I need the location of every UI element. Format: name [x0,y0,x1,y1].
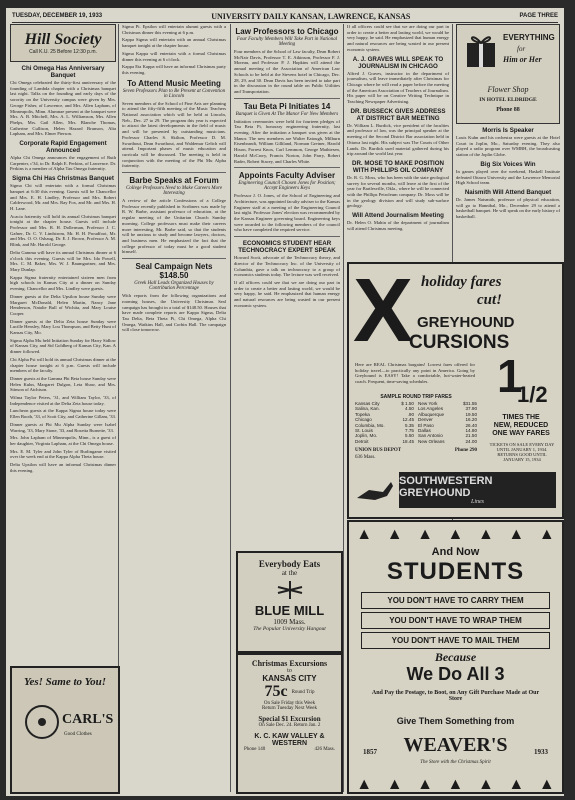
society-item: Chi Alpha Psi will hold its annual Christmas dinner at the chapter house tonight at 6 p.m. Guests will include members of the faculty. [10,356,116,374]
society-phone: Call K.U. 25 Before 12:30 p.m. [29,49,97,55]
seal-sub: Greek Hall Leads Organized Houses by Contribution Percentage [134,281,214,292]
greyhound-right-small: TICKETS ON SALE EVERY DAY UNTIL JANUARY 1, 1934. RETURNS GOOD UNTIL JANUARY 15, 1934 [489,442,555,462]
fare-cell: Salina, Kan. [355,406,380,412]
weavers-rows [361,592,550,652]
society-item: Wilma Taylor Peters, '31, and William Taylor, '33, of Independence visited at the Delta Zeta house today. [10,395,116,406]
right-line-2: NEW, REDUCED [493,422,549,429]
law-sub: Four Faculty Members Will Take Part in National Meeting [236,37,338,47]
blue-mill-tagline: The Popular University Hangout [253,626,326,632]
greyhound-big-one: 1 [497,350,523,402]
tree-icon: ▲ [356,776,373,793]
col2-items [122,24,226,76]
fare-cell: New Orleans [418,438,445,444]
society-item: Sigma Chi will entertain with a formal Christmas banquet at 6:30 this evening. Guests will be Chancellor and Mrs. E. H. Lindley, Professor and Mrs. Robert Calderwood, Mr. and Mrs. Ray Fox, and Mr. and Mrs. H. H. Lane. [10,183,116,211]
everything-line2: for [517,45,526,53]
column-2 [122,24,226,554]
greyhound-brand: GREYHOUND [417,314,515,331]
seal-body: With reports from the following organizations and rooming houses, the University Christmas Seal campaign has brought in a total of $148.50. Houses that have made complete reports are Kappa Sigma, Delta Tau Delta, Beta Theta Pi, Chi Omega, Alpha Chi Omega, Watkins Hall, and Corbin Hall. The campaign will close tomorrow. [122,293,226,333]
tree-icon: ▲ [508,776,525,793]
society-title: Hill Society [24,31,102,48]
tau-body: Initiation ceremonies were held for fourteen pledges of Tau Beta Pi, honorary engineering fraternity, last evening. After the initiation a banquet was given at the Manor. The new members are Walter Eatough, Milburn Eisenbrandt, William Gilliland, Norman Greiner, Harold Hixon, Forrest Knox, Carl Lemmon, George Mathiesen, Harold McCrory, Francis Norton, John Parry, Robert Rader, Robert Stacey, and Charles White. [234,118,340,164]
fare-cell: Joplin, Mo. [355,433,378,439]
blue-mill-name: BLUE MILL [254,603,325,618]
weavers-and-now: And Now [431,546,480,558]
greyhound-lines-label: Lines [470,499,484,505]
society-item: Dinner guests at the Delta Zeta house Sunday were Lucille Hensley, Mary Lou Thompson, and Betty Hunt of Kansas City, Mo. [10,318,116,336]
decor-row-bottom [349,776,562,793]
column-rule [343,24,344,792]
tree-icon: ▲ [417,776,433,793]
tau-headline: Tau Beta Pi Initiates 14 [243,101,331,111]
masthead-paper: UNIVERSITY DAILY KANSAN, LAWRENCE, KANSAS [211,11,411,21]
fare-cell: Topeka [355,411,370,417]
naismith-headline: Naismith Will Attend Banquet [464,188,552,196]
fare-cell: 37.90 [465,406,477,412]
fare-cell: Denver [418,417,433,423]
burdick-headline: DR. BUSSECK GIVES ADDRESS AT DISTRICT BAR MEETING [350,107,446,122]
fare-cell: 5.35 [405,422,414,428]
barbe-headline: Barbe Speaks at Forum [129,176,219,186]
column-3 [234,24,340,548]
fare-cell: El Paso [418,422,434,428]
excursion-company: K. C. KAW VALLEY & WESTERN [254,733,325,747]
fare-cell: Dallas [418,428,431,434]
society-item: Delta Upsilon will have an informal Christmas dinner this evening. [10,462,116,473]
society-item: Luncheon guests at the Kappa Sigma house today were Ellen Booth, '33, of Scott City, and Catherine Gillam, '33. [10,408,116,420]
column-4 [347,24,449,260]
weavers-because: Because [434,650,477,664]
society-item: Alpha Chi Omega announces the engagement of Ruth Carpenter, c'34, to Dr. Ralph E. Perkins, of Lawrence. Dr. Perkins is a member of Alpha Tau Omega fraternity. [10,155,116,172]
greyhound-ad [347,262,564,519]
weavers-give: Give Them Something from [396,716,515,726]
greyhound-brand-bottom: SOUTHWESTERN GREYHOUND [399,475,493,499]
everything-ad [456,24,560,124]
excursion-line2: Return Tuesday Next Week [262,706,317,711]
tree-icon: ▲ [356,526,373,543]
col2-item: Sigma Kappa will entertain with a formal Christmas dinner this evening at 6 o'clock. [122,50,226,62]
tree-icon: ▲ [447,776,464,793]
society-column [10,24,116,662]
society-item: Dinner guests at Phi Mu Alpha Sunday were Isabel Warring, '33, Mary Stone, '33, and Rosetta Burnette, '33. [10,421,116,433]
fare-cell: Albuquerque [418,411,445,417]
music-headline: To Attend Music Meeting [127,78,221,88]
weavers-year1: 1857 [363,748,377,756]
moss-headline: DR. MOSE TO MAKE POSITION WITH PHILLIPS OIL COMPANY [351,159,445,174]
everything-line3: Him or Her [503,55,542,64]
fare-cell: 26.40 [465,422,477,428]
column-5 [456,24,560,260]
fare-cell: 24.00 [465,438,477,444]
barbe-sub: College Professors Need to Make Careers More Interesting [125,186,223,197]
excursion-title: Christmas Excursions [251,659,328,668]
excursion-line1: On Sale Friday this Week [263,701,316,706]
fare-cell: 12.45 [402,417,414,423]
fare-row [355,439,477,444]
masthead-date: TUESDAY, DECEMBER 19, 1933 [12,13,103,19]
greyhound-bottom-banner [399,472,556,508]
right-line-1: TIMES THE [502,414,540,421]
fare-cell: .90 [407,411,414,417]
bigsix-headline: Big Six Voices Win [480,160,536,168]
fare-cell: $31.55 [462,401,477,406]
society-items [10,65,116,473]
society-item: Sigma Alpha Mu held Initiation Sunday for Harry Sidlow of Kansas City, and Sid Goldberg of Kansas City, Kan. A dinner followed. [10,337,116,355]
fares-table [355,401,477,444]
adviser-body: Professor J. O. Jones, of the School of Engineering and Architecture, was appointed faculty adviser to the Kansas Engineer staff at a meeting of the Engineering Council last night. Professor Jones' election was recommended by the Kansas Engineer governing board. Engineering keys were awarded to the following members of the council who have completed the required service. [234,193,340,233]
col2-item: Kappa Sigma will entertain with an annual Christmas banquet tonight at the chapter house. [122,37,226,49]
tree-icon: ▲ [386,776,403,793]
naismith-body: Dr. James Naismith, professor of physical education, will go to Hannibal, Mo., December 29 to attend a basketball banquet. He will speak on the early history of basketball. [456,196,560,220]
fare-cell: Los Angeles [418,406,444,412]
tree-icon: ▲ [508,526,525,543]
society-item: Mrs. E. M. Tyler and John Tyler of Burlingame visited over the week end at the Kappa Alpha Theta house. [10,448,116,460]
carls-ad [10,666,120,794]
blue-mill-line1: Everybody Eats [258,559,321,569]
decor-row [349,526,562,543]
society-banner [10,24,116,62]
excursion-phone: Phone 140 [244,747,266,752]
adviser-sub: Engineering Council Chosen Jones for Position; Accept Engineers Keys [238,181,336,192]
flower-shop-phone: Phone 88 [496,107,520,113]
weavers-students: STUDENTS [386,558,525,585]
col2-item: Sigma Pi. Epsilon will entertain alumni guests with a Christmas dinner this evening at 6 p.m. [122,24,226,35]
blue-mill-address: 1009 Mass. [273,618,306,626]
greyhound-half: 1/2 [517,382,548,407]
society-item: Dinner guests at the Delta Upsilon house Sunday were Margaret McDonald, Helen Martin, Nancy Jane Henderson, Natalie Bull of Wichita, and Mary Louise Cooper. [10,293,116,316]
column-rule [230,24,231,792]
weavers-year2: 1933 [534,748,548,756]
everything-line1: EVERYTHING [503,33,555,42]
tree-icon: ▲ [386,526,403,543]
society-item: Mrs. John Lapham of Minneapolis, Minn., is a guest of her daughter, Virginia Lapham, at the Chi Omega house. [10,435,116,446]
excursion-round: Round Trip [291,689,315,695]
fare-cell: 4.50 [405,406,414,412]
fare-cell: Chicago [355,417,372,423]
col2-item: Kappa Eta Kappa will have an informal Christmas party this evening. [122,64,226,75]
depot-address: 636 Mass. [355,455,376,460]
seal-headline: Seal Campaign Nets $148.50 [135,262,213,281]
carls-brand: CARL'S [62,712,114,727]
greyhound-x: X [353,262,414,361]
barbe-body: A review of the article Confessions of a College Professor recently published in Scribners was made by R. W. Barbe, assistant professor of education, at the regular meeting of the Unitarian Church Sunday morning. College professors must make their careers more interesting, Mr. Barbe said, so that the students will be anxious to study and become lawyers, doctors, and business men. He emphasized the fact that the college professor of today must be a good student himself. [122,198,226,255]
christmas-excursion-ad [236,653,343,794]
blue-mill-ad [236,551,343,653]
weavers-we-do: We Do All 3 [406,664,505,684]
excursion-city: KANSAS CITY [262,674,317,683]
weavers-row: YOU DON'T HAVE TO WRAP THEM [361,612,550,629]
flower-shop: Flower Shop [487,85,529,94]
depot-row [355,448,477,453]
fare-cell: Detroit [355,438,369,444]
society-headline: Chi Omega Has Anniversary Banquet [21,65,105,79]
society-item: Chi Omega celebrated the thirty-first anniversary of the founding of Lambda chapter with a Christmas banquet last night. Talks on the founding and early days of the sorority on the University campus were given by Mrs. George Fisher, of Lawrence, and Mrs. Allen Lapham, of Minneapolis, Minn. Alumnae present at the banquet were Mrs. A. B. Mitchell, Mrs. A. L. Williamson, Mrs. Allen Phelps, Mrs. Gail Allen, Mrs. Blanche Thomas, Catherine Cullison, Helen Hazard Brunson, Alta Lapham, and Mrs. Elmer Pierson. [10,80,116,137]
kuhn-body: Louis Kuhn and his orchestra were guests at the Hotel Court in Joplin, Mo., Saturday evening. They also played a radio program over WMBH, the broadcasting station of the Joplin Globe. [456,135,560,158]
society-item: Acacia fraternity will hold its annual Christmas banquet tonight at the chapter house. Guests will include Professor and Mrs. R. H. Dollerman, Professor J. C. Gafner, Dr. C. V. Lindstrom, Mr. H. H. Proudfoot, Mr. and Mrs. O. O. Oshaug, Dr. E. J. Brown, Professor A. M. Blink, and Mr. Harold George. [10,213,116,248]
fare-cell: 5.50 [405,433,414,439]
society-headline: Sigma Chi Has Christmas Banquet [12,175,114,183]
fare-cell: 19.50 [465,411,477,417]
weavers-row: YOU DON'T HAVE TO MAIL THEM [361,632,550,649]
tau-sub: Banquet is Given At The Manor For New Members [235,111,339,117]
depot-name: UNION BUS DEPOT [355,448,402,453]
fare-cell: 16.20 [465,417,477,423]
c4-intro: If all officers could see that we are doing our part in order to create a better and lasting world, we would be very happy, he said. He emphasized that human energy and natural resources are being wasted in our present economic system. [347,24,449,52]
law-headline: Law Professors to Chicago [235,27,339,36]
music-body: Seven members of the School of Fine Arts are planning to attend the fifty-fifth meeting of the Music Teachers National association which will be held at Lincoln, Neb., Dec. 27 to 29. The program this year is expected to attract the latest developments in the field of music and will be presented by outstanding musicians. Professor Charles S. Skilton, Professor D. M. Swarthout, Dean Swarthout, and Waldemar Geltch will attend. Important phases of music education and curricula will be discussed. The meeting is held in conjunction with the meeting of the Phi Mu Alpha fraternity. [122,100,226,169]
tree-icon: ▲ [417,526,433,543]
kuhn-headline: Morris Is Speaker [482,127,534,134]
fares-title: SAMPLE ROUND TRIP FARES [380,394,452,400]
greyhound-right-lines [483,414,559,438]
weavers-ad [347,520,564,794]
excursion-fare: 75c [264,683,288,700]
masthead-page: PAGE THREE [519,13,558,19]
excursion-special: Special $1 Excursion [258,715,321,723]
greyhound-dog-icon [355,472,395,508]
excursion-address: 426 Mass. [314,747,335,752]
excursion-to: to [287,668,292,674]
weavers-row: YOU DON'T HAVE TO CARRY THEM [361,592,550,609]
carls-greeting: Yes! Same to You! [23,676,106,688]
depot-phone: Phone 290 [454,448,477,453]
tree-icon: ▲ [477,776,494,793]
greyhound-line1: holiday fares [421,274,502,290]
tree-icon: ▲ [538,776,555,793]
society-item: Delta Gamma will have its annual Christmas dinner at 6 o'clock this evening. Guests will be Mrs. Ida Powell, Mrs. C. M. Baker, Mrs. W. J. Baumgartner, and Mrs. Mary Dunlap. [10,249,116,272]
society-headline: Corporate Rapid Engagement Announced [19,140,107,155]
fare-cell: Columbia, Mo. [355,422,385,428]
greyhound-line2: cut! [477,292,503,308]
society-item: Kappa Sigma fraternity entertained sixteen men from high schools in Kansas City at a dinner on Sunday evening. Chancellor and Mrs. Lindley were guests. [10,274,116,292]
fare-cell: 14.80 [465,428,477,434]
econ-headline: ECONOMICS STUDENT HEAR TECHNOCRACY EXPERT SPEAK [238,240,336,255]
bigsix-body: In games played over the weekend, Haskell Institute defeated Ottawa University and the Lawrence Memorial High School team. [456,168,560,186]
journal-headline: Will Attend Journalism Meeting [352,212,444,220]
journal-body: Dr. Helen O. Mahin of the department of journalism will attend Christmas meeting. [347,220,449,231]
right-line-3: ONE WAY FARES [492,430,550,437]
tree-icon: ▲ [477,526,494,543]
society-item: Dinner guests at the Gamma Phi Beta house Sunday were Helen Kuhn, Margaret Dulgon, Leta Shaw, and Mrs. Stinson of Atchison. [10,375,116,393]
tree-icon: ▲ [538,526,555,543]
flower-shop-sub: IN HOTEL ELDRIDGE [479,97,537,103]
masthead [12,10,558,23]
holly-icon [22,702,62,742]
greyhound-excursions: CURSIONS [409,332,510,353]
tree-icon: ▲ [447,526,464,543]
fare-cell: 7.75 [405,428,414,434]
windmill-icon [272,579,308,601]
econ-body-2: If all officers could see that we are doing our part in order to create a better and lasting world, we would be very happy, he said. He emphasized that human energy and natural resources are being wasted in our present economic system. [234,279,340,308]
adviser-headline: Appoints Faculty Adviser [238,171,336,181]
fare-cell: Kansas City [355,401,380,406]
fare-cell: $ 1.50 [401,401,414,406]
blue-mill-line2: at the [281,569,298,577]
fare-cell: St. Louis [355,428,373,434]
fare-cell: New York [418,401,438,406]
graves-body: Alfred J. Graves, instructor in the department of journalism, will leave immediately after Christmas for Chicago where he will read a paper before the meeting of the American Association of Teachers of Journalism. His paper will be on Creative Writing Technique in Teaching Newspaper Advertising. [347,70,449,105]
weavers-pay: And Pay the Postage, to Boot, on Any Gift Purchase Made at Our Store [371,690,540,702]
excursion-special-sub: On Sale Dec. 24. Return Jan. 2 [258,723,321,728]
moss-body: Dr. R. G. Moss, who has been with the state geological survey for several months, will leave at the first of the year for Bartlesville, Okla., where he will be connected with the Phillips Petroleum company. Dr. Moss will be in the geology division and will study sub-surface geology. [347,174,449,209]
econ-body: Howard Scott, advocate of the Technocracy theory, and director of the Technocracy Inc. of the University of Columbia, gave a talk on technocracy to a group of economics students today. The lecture was well received. [234,255,340,278]
graves-headline: A. J. GRAVES WILL SPEAK TO JOURNALISM IN CHICAGO [352,55,444,70]
fare-cell: San Antonio [418,433,443,439]
fare-cell: 18.45 [402,438,414,444]
carls-sub: Good Clothes [64,732,92,737]
newspaper-page [6,8,564,796]
gift-box-icon [461,29,501,71]
fare-cell: 21.50 [465,433,477,439]
greyhound-body: Here are REAL Christmas bargains! Lowest fares offered for holiday travel—to practically any point in America. Going by Greyhound is EASY! Take a comfortable, hot-water-heated coach. Frequent, time-saving schedules. [355,362,475,385]
music-sub: Seven Professors Plan to Be Present at Convention in Lincoln [122,88,226,99]
burdick-body: Dr. William L. Burdick, vice president of the faculties and professor of law, was the principal speaker at the meeting of the Second District Bar association held in Ottawa last night. His subject was The Courts of Other Lands. Dr. Burdick used material gathered during his trip around the world last year. [347,122,449,157]
law-body: Four members of the School of Law faculty, Dean Robert McNair Davis, Professor T. E. Atkinson, Professor F. J. Moreau, and Professor P. J. Hopkins will attend the annual meeting of the Association of American Law Schools to be held at the Stevens hotel in Chicago, Dec. 28, 29, and 30. Dean Davis has been invited to take part in the discussion in the round table on Public Utilities and Transportation. [234,49,340,94]
weavers-brand-sub: The Store with the Christmas Spirit [420,760,491,765]
weavers-brand: WEAVER'S [403,734,508,756]
